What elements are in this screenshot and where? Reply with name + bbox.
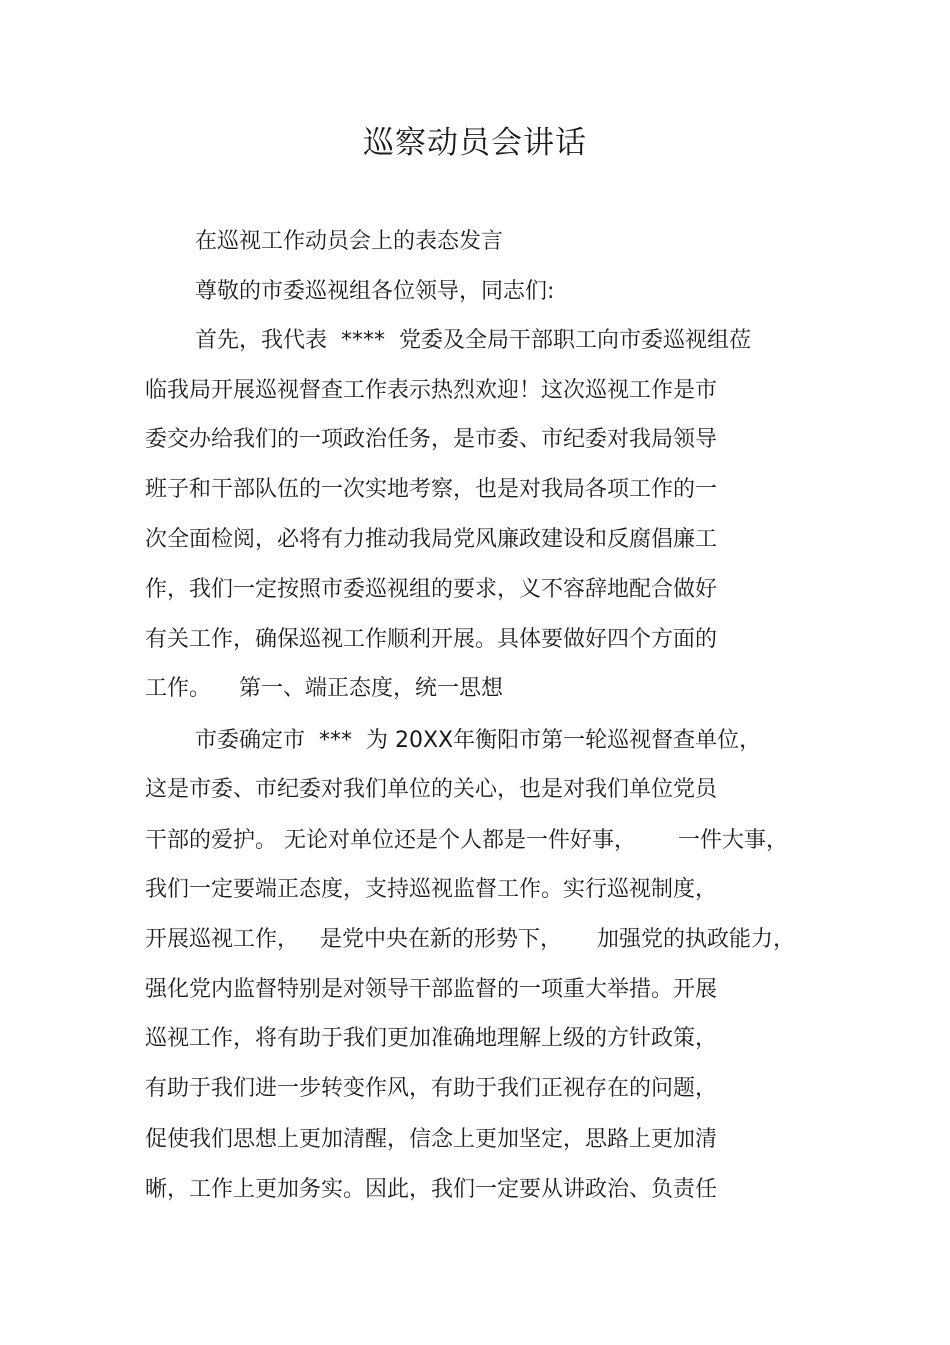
paragraph-line: 晰，工作上更加务实。因此，我们一定要从讲政治、负责任 <box>145 1177 718 1202</box>
paragraph-line: 在巡视工作动员会上的表态发言 <box>195 229 504 254</box>
paragraph-line: 市委确定市 *** 为 20XX年衡阳市第一轮巡视督查单位， <box>195 728 762 753</box>
paragraph-line: 临我局开展巡视督查工作表示热烈欢迎！这次巡视工作是市 <box>145 378 718 403</box>
paragraph-line: 次全面检阅，必将有力推动我局党风廉政建设和反腐倡廉工 <box>145 527 718 552</box>
paragraph-line: 强化党内监督特别是对领导干部监督的一项重大举措。开展 <box>145 977 718 1002</box>
paragraph-line: 开展巡视工作， 是党中央在新的形势下， 加强党的执政能力， <box>145 927 795 952</box>
paragraph-line: 首先，我代表 **** 党委及全局干部职工向市委巡视组莅 <box>195 328 751 353</box>
paragraph-line: 有助于我们进一步转变作风，有助于我们正视存在的问题， <box>145 1076 718 1101</box>
paragraph-line: 尊敬的市委巡视组各位领导，同志们: <box>195 279 555 304</box>
paragraph-line: 干部的爱护。 无论对单位还是个人都是一件好事， 一件大事， <box>145 828 788 853</box>
paragraph-line: 委交办给我们的一项政治任务，是市委、市纪委对我局领导 <box>145 427 718 452</box>
paragraph-line: 这是市委、市纪委对我们单位的关心，也是对我们单位党员 <box>145 777 718 802</box>
document-title: 巡察动员会讲话 <box>363 125 587 161</box>
paragraph-line: 我们一定要端正态度，支持巡视监督工作。实行巡视制度， <box>145 877 718 902</box>
paragraph-line: 促使我们思想上更加清醒，信念上更加坚定，思路上更加清 <box>145 1127 718 1152</box>
paragraph-line: 作，我们一定按照市委巡视组的要求，义不容辞地配合做好 <box>145 577 718 602</box>
paragraph-line: 工作。 第一、端正态度，统一思想 <box>145 676 503 701</box>
paragraph-line: 巡视工作，将有助于我们更加准确地理解上级的方针政策， <box>145 1026 718 1051</box>
paragraph-line: 班子和干部队伍的一次实地考察，也是对我局各项工作的一 <box>145 477 718 502</box>
paragraph-line: 有关工作，确保巡视工作顺利开展。具体要做好四个方面的 <box>145 627 718 652</box>
